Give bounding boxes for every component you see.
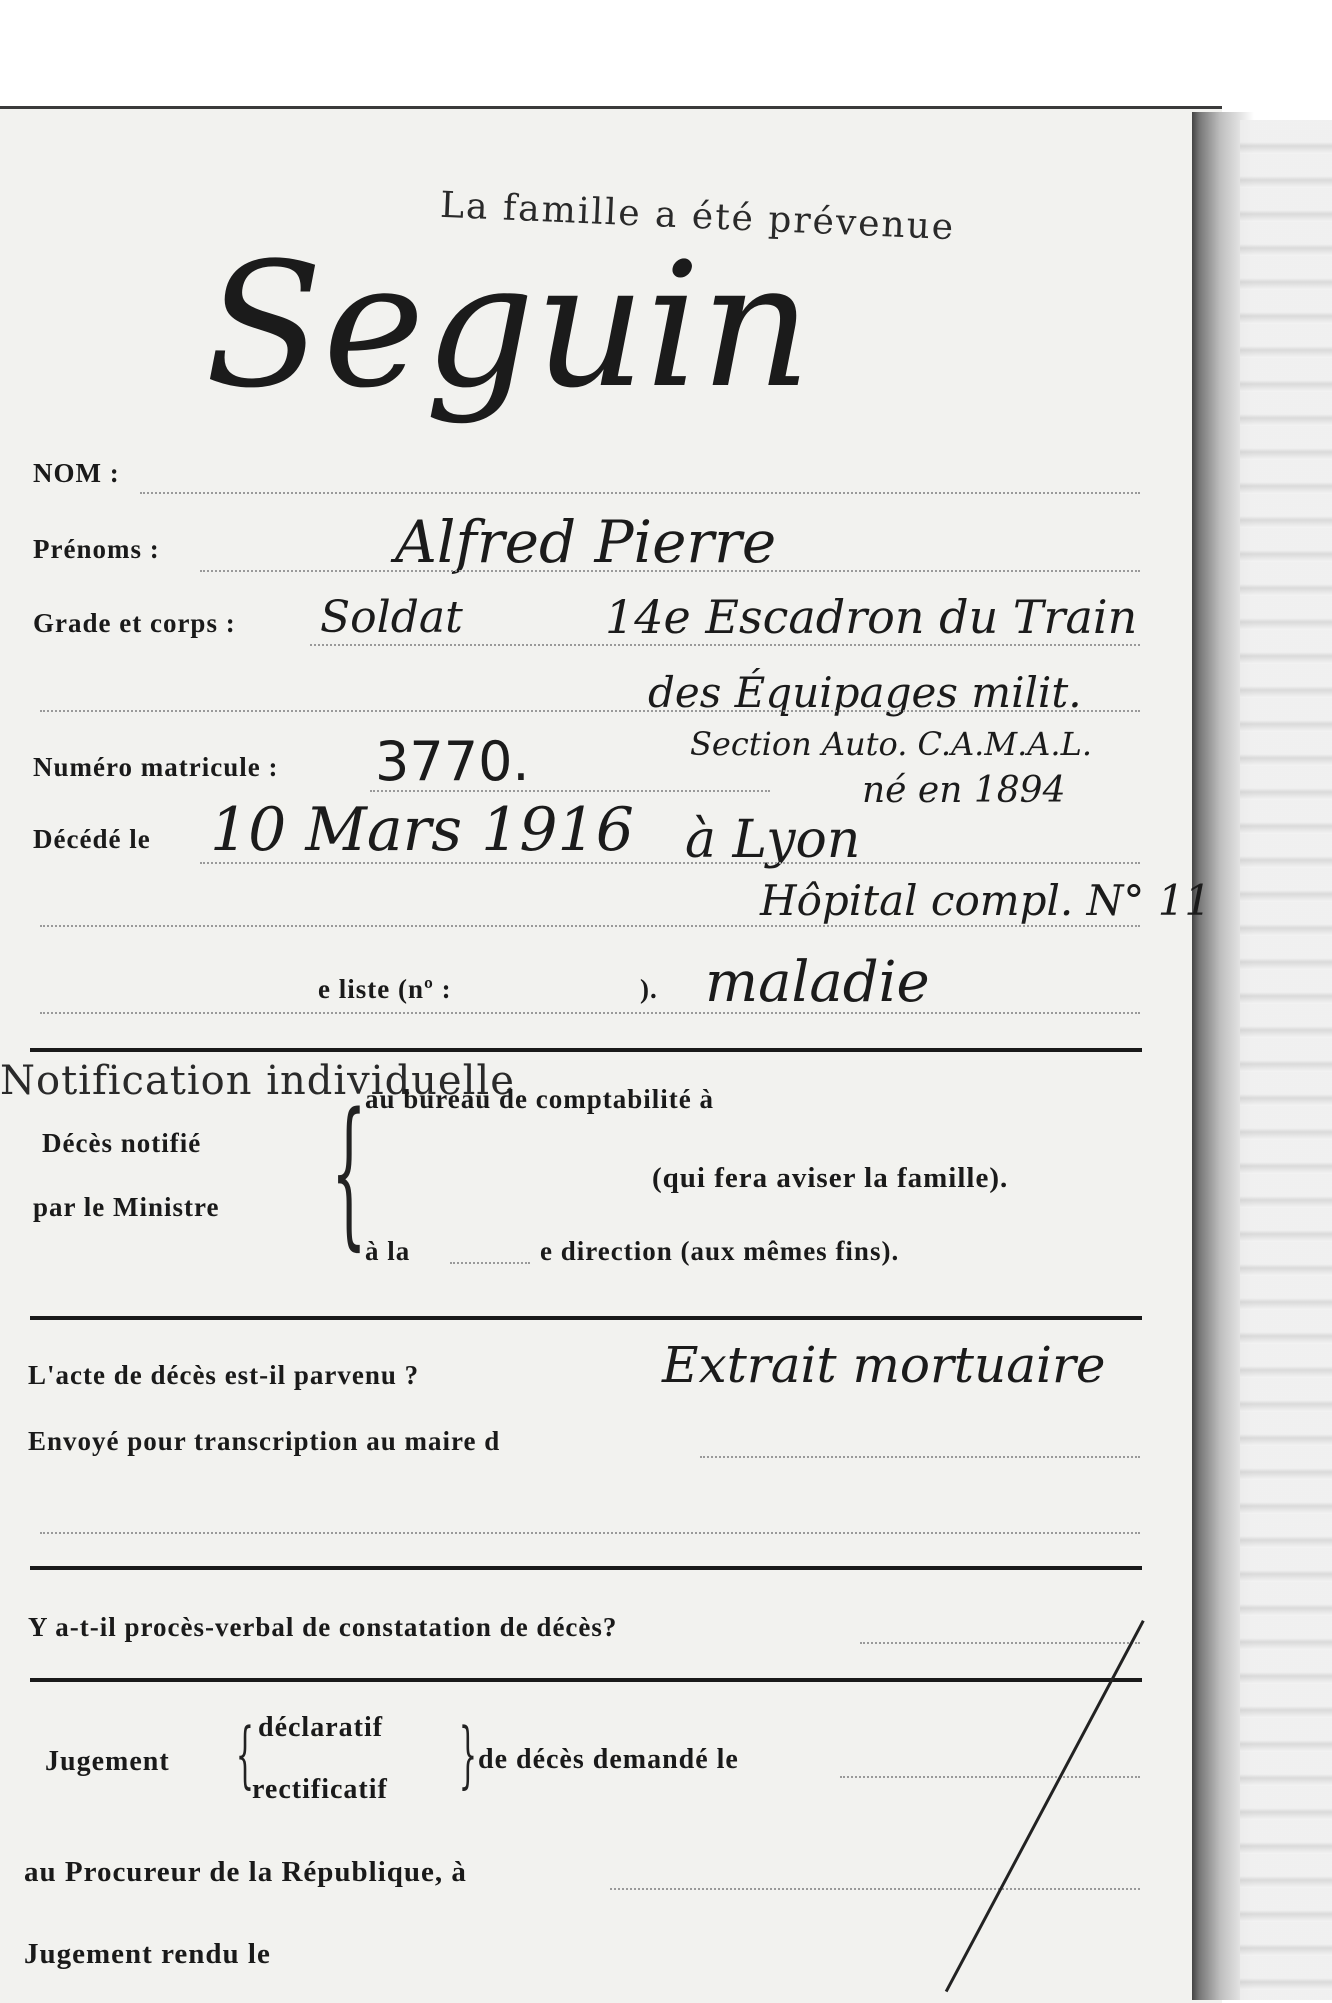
section-rule-1 [30, 1048, 1142, 1052]
nom-label: NOM : [33, 458, 120, 488]
matricule-line [370, 790, 770, 792]
pv-line [860, 1642, 1140, 1644]
demande-label: de décès demandé le [478, 1744, 739, 1775]
handwritten-surname: Seguin [205, 225, 812, 426]
deces-notifie-label: Décès notifié [42, 1128, 202, 1158]
handwritten-rank: Soldat [320, 592, 463, 643]
envoye-line-2 [40, 1532, 1140, 1534]
liste-label: e liste (nº : [318, 974, 452, 1004]
au-bureau-label: au bureau de comptabilité à [365, 1084, 715, 1114]
jugement-rendu-label: Jugement rendu le [24, 1938, 271, 1970]
pv-label: Y a-t-il procès-verbal de constatation de décès? [28, 1612, 618, 1642]
section-rule-3 [30, 1566, 1142, 1570]
handwritten-death-place: à Lyon [685, 810, 861, 870]
qui-fera-label: (qui fera aviser la famille). [652, 1162, 1009, 1194]
handwritten-death-date: 10 Mars 1916 [210, 795, 634, 865]
grade-label: Grade et corps : [33, 608, 236, 638]
prenoms-line [200, 570, 1140, 572]
handwritten-unit-line1: 14e Escadron du Train [605, 590, 1138, 644]
rectificatif-label: rectificatif [252, 1774, 388, 1805]
handwritten-unit-line3: Section Auto. C.A.M.A.L. [690, 725, 1092, 763]
procureur-line [610, 1888, 1140, 1890]
envoye-label: Envoyé pour transcription au maire d [28, 1426, 501, 1456]
grade-line-2 [40, 710, 1140, 712]
liste-close: ). [640, 974, 658, 1004]
demande-line [840, 1776, 1140, 1778]
handwritten-matricule: 3770. [375, 730, 530, 793]
jugement-brace-left: { [235, 1712, 255, 1796]
hospital-line [40, 925, 1140, 927]
decede-label: Décédé le [33, 824, 151, 854]
a-la-line [450, 1262, 530, 1264]
acte-label: L'acte de décès est-il parvenu ? [28, 1360, 420, 1390]
handwritten-death-certificate: Extrait mortuaire [662, 1336, 1106, 1394]
par-ministre-label: par le Ministre [33, 1192, 220, 1222]
prenoms-label: Prénoms : [33, 534, 160, 564]
handwritten-unit-line2: des Équipages milit. [648, 668, 1082, 717]
notification-stamp: Notification individuelle [0, 1058, 515, 1104]
family-notified-stamp: La famille a été prévenue [439, 184, 956, 249]
handwritten-birth-year: né en 1894 [862, 770, 1066, 811]
card-stack-edge [1240, 120, 1332, 2000]
section-rule-4 [30, 1678, 1142, 1682]
declaratif-label: déclaratif [258, 1712, 384, 1743]
section-rule-2 [30, 1316, 1142, 1320]
liste-line [40, 1012, 1140, 1014]
jugement-brace-right: } [458, 1712, 478, 1796]
a-la-label: à la [365, 1236, 411, 1266]
grade-line [310, 644, 1140, 646]
jugement-label: Jugement [45, 1746, 170, 1777]
procureur-label: au Procureur de la République, à [24, 1856, 467, 1888]
notification-brace: { [331, 1078, 367, 1265]
handwritten-hospital: Hôpital compl. N° 11 [760, 876, 1212, 925]
direction-label: e direction (aux mêmes fins). [540, 1236, 900, 1266]
matricule-label: Numéro matricule : [33, 752, 279, 782]
envoye-line [700, 1456, 1140, 1458]
handwritten-cause: maladie [705, 950, 930, 1015]
decede-line [200, 862, 1140, 864]
handwritten-first-names: Alfred Pierre [395, 508, 777, 576]
nom-line [140, 492, 1140, 494]
